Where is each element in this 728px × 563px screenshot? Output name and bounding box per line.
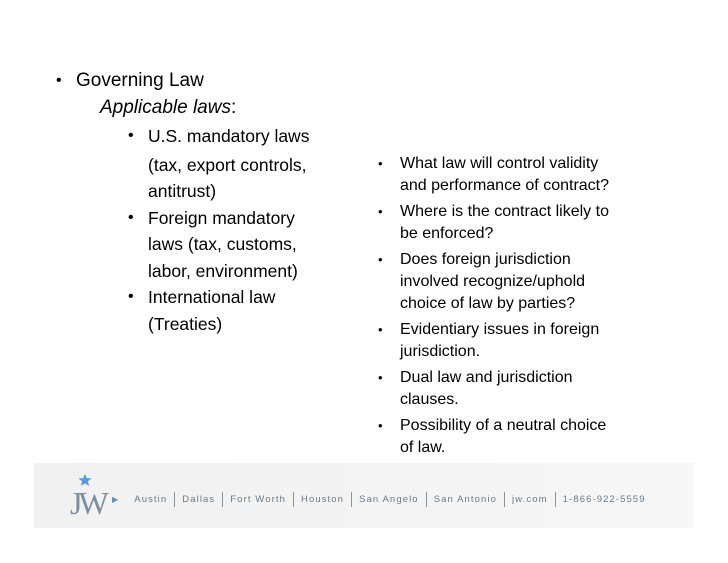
list-item-line: labor, environment) [148, 260, 298, 281]
left-column [56, 68, 356, 337]
list-item-line: U.S. mandatory laws [148, 126, 310, 146]
bullet-icon: • [128, 208, 134, 226]
list-item-line: Possibility of a neutral choice [400, 417, 607, 434]
list-item-line: Foreign mandatory [148, 207, 295, 228]
bullet-icon: • [378, 322, 383, 337]
footer-link-website[interactable]: jw.com [512, 494, 548, 505]
list-item-line: clauses. [400, 391, 459, 408]
list-item-line: (tax, export controls, [148, 154, 307, 175]
list-item-line: be enforced? [400, 225, 494, 242]
right-column [376, 153, 656, 463]
footer-phone[interactable]: 1-866-922-5559 [562, 494, 646, 505]
list-item-line: What law will control validity [400, 155, 599, 172]
list-item [378, 249, 656, 315]
list-item [128, 284, 356, 337]
footer-nav [112, 492, 653, 507]
list-item [128, 123, 356, 205]
bullet-icon: • [378, 204, 383, 219]
list-item-line: involved recognize/uphold [400, 273, 586, 290]
applicable-laws-label: Applicable laws [100, 97, 231, 118]
footer-link-dallas[interactable]: Dallas [182, 494, 216, 505]
bullet-icon: • [378, 370, 383, 385]
footer-link-san-antonio[interactable]: San Antonio [433, 494, 498, 505]
triangle-right-icon: ▶ [112, 495, 120, 504]
bullet-icon: • [128, 288, 134, 305]
footer-bar [34, 463, 694, 528]
bullet-icon: • [56, 72, 62, 89]
applicable-laws-colon: : [230, 97, 237, 118]
list-item-line: of law. [400, 439, 446, 456]
list-item-line: and performance of contract? [400, 177, 610, 194]
list-item-line: Evidentiary issues in foreign [400, 321, 600, 338]
list-item-line: antitrust) [148, 181, 217, 201]
list-item [378, 415, 656, 459]
bullet-icon: • [378, 418, 383, 433]
governing-law-heading: Governing Law [76, 70, 204, 91]
list-item-line: jurisdiction. [400, 343, 481, 360]
list-item-line: laws (tax, customs, [148, 234, 297, 254]
footer-link-san-angelo[interactable]: San Angelo [359, 494, 419, 505]
footer-link-fort-worth[interactable]: Fort Worth [230, 494, 286, 505]
list-item [128, 205, 356, 285]
bullet-icon: • [378, 156, 383, 171]
list-item-line: Does foreign jurisdiction [400, 251, 571, 268]
list-item [378, 367, 656, 411]
jw-logo [70, 473, 114, 521]
logo-text: JW [70, 485, 105, 521]
list-item-line: Where is the contract likely to [400, 203, 609, 220]
list-item-line: International law [148, 287, 276, 307]
bullet-icon: • [378, 252, 383, 267]
list-item [378, 201, 656, 245]
footer-link-austin[interactable]: Austin [134, 494, 168, 505]
list-item-line: Dual law and jurisdiction [400, 369, 573, 386]
applicable-laws-heading [56, 96, 356, 120]
applicable-laws-list [56, 123, 356, 337]
footer-link-houston[interactable]: Houston [300, 494, 345, 505]
list-item [378, 319, 656, 363]
list-item-line: choice of law by parties? [400, 295, 576, 312]
list-item [378, 153, 656, 197]
governing-law-item [56, 68, 356, 94]
list-item-line: (Treaties) [148, 313, 223, 334]
questions-list [376, 153, 656, 459]
bullet-icon: • [128, 127, 134, 144]
